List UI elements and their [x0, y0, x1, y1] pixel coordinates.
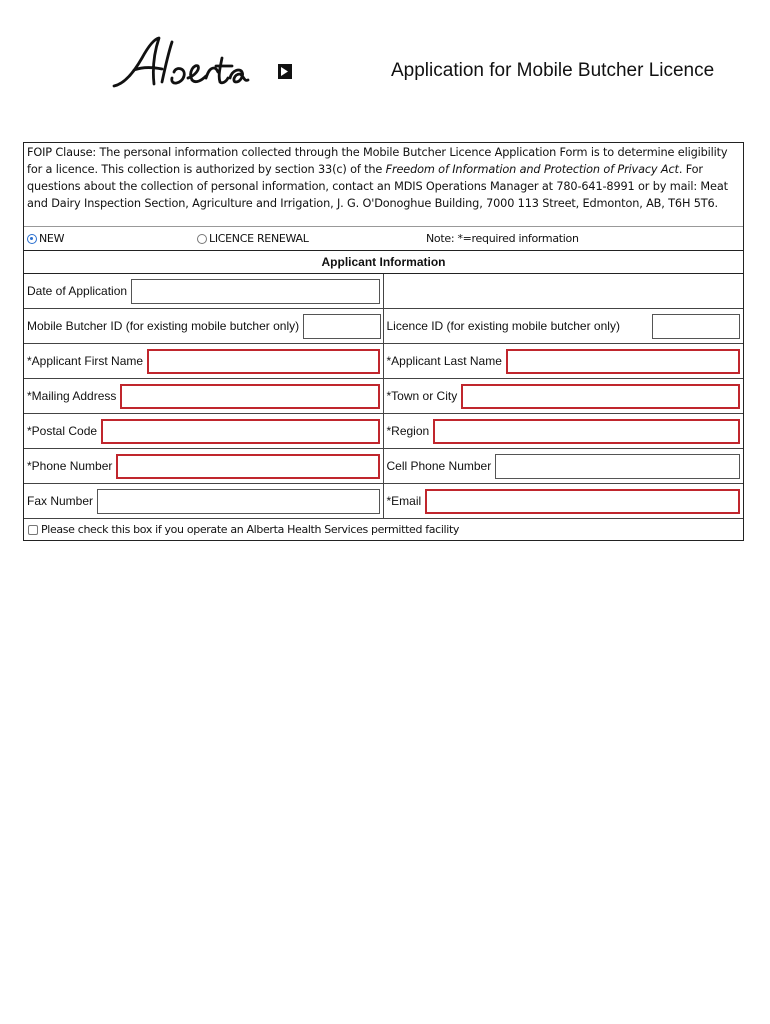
form-row-fax-email [24, 484, 743, 519]
cell-phone-input[interactable] [495, 454, 740, 479]
option-new[interactable] [27, 232, 64, 245]
ahs-permit-checkbox[interactable] [28, 525, 38, 535]
licence-id-input[interactable] [652, 314, 740, 339]
form-row-phones [24, 449, 743, 484]
foip-clause [24, 143, 743, 227]
cell-licence-id [384, 309, 744, 343]
cell-email [384, 484, 744, 518]
label-region: *Region [386, 424, 430, 438]
form-row-names [24, 344, 743, 379]
label-email: *Email [386, 494, 422, 508]
label-date-of-application: Date of Application [27, 284, 128, 298]
option-licence-renewal[interactable] [197, 232, 309, 245]
date-of-application-input[interactable] [131, 279, 379, 304]
email-input[interactable] [425, 489, 740, 514]
label-cell-phone: Cell Phone Number [386, 459, 492, 473]
cell-region [384, 414, 744, 448]
option-renewal-label: LICENCE RENEWAL [209, 232, 309, 245]
option-new-label: NEW [39, 232, 65, 245]
cell-empty [384, 274, 744, 308]
mobile-butcher-id-input[interactable] [303, 314, 381, 339]
foip-text-part2: . For questions about the collection of personal information, contact an MDIS Operations Manager at 780-641-8991 or by mail: Meat and Dairy Inspection Section, Agriculture and Irrigation, J. G. O'Donoghue Building, 7000 113 Street, Edmonton, AB, T6H 5T6. [27, 163, 728, 210]
form-row-date [24, 274, 743, 309]
form-row-address [24, 379, 743, 414]
label-postal-code: *Postal Code [27, 424, 98, 438]
alberta-logo [112, 34, 297, 92]
foip-act-name: Freedom of Information and Protection of Privacy Act [385, 163, 679, 176]
cell-mobile-butcher-id [24, 309, 384, 343]
cell-phone-number [24, 449, 384, 483]
radio-new[interactable] [27, 234, 37, 244]
licence-application-form [23, 142, 744, 541]
form-row-ids [24, 309, 743, 344]
form-row-postal-region [24, 414, 743, 449]
cell-postal-code [24, 414, 384, 448]
ahs-permit-label: Please check this box if you operate an Alberta Health Services permitted facility [41, 523, 460, 536]
cell-date-of-application [24, 274, 384, 308]
ahs-permit-row [24, 519, 743, 540]
label-last-name: *Applicant Last Name [386, 354, 502, 368]
cell-mailing-address [24, 379, 384, 413]
cell-town-city [384, 379, 744, 413]
radio-licence-renewal[interactable] [197, 234, 207, 244]
town-city-input[interactable] [461, 384, 740, 409]
postal-code-input[interactable] [101, 419, 379, 444]
label-licence-id: Licence ID (for existing mobile butcher only) [386, 319, 620, 333]
label-mailing-address: *Mailing Address [27, 389, 117, 403]
label-first-name: *Applicant First Name [27, 354, 144, 368]
cell-last-name [384, 344, 744, 378]
cell-cell-phone [384, 449, 744, 483]
foip-text-part1: FOIP Clause: The personal information collected through the Mobile Butcher Licence Application Form is to determine eligibility for a licence. This collection is authorized by section 33(c) of the [27, 146, 728, 176]
label-town-city: *Town or City [386, 389, 458, 403]
label-fax-number: Fax Number [27, 494, 94, 508]
first-name-input[interactable] [147, 349, 379, 374]
section-title: Applicant Information [24, 251, 743, 274]
cell-fax-number [24, 484, 384, 518]
application-type-row [24, 227, 743, 251]
cell-first-name [24, 344, 384, 378]
fax-number-input[interactable] [97, 489, 379, 514]
mailing-address-input[interactable] [120, 384, 379, 409]
phone-number-input[interactable] [116, 454, 379, 479]
region-input[interactable] [433, 419, 740, 444]
document-title: Application for Mobile Butcher Licence [391, 60, 715, 81]
last-name-input[interactable] [506, 349, 740, 374]
label-phone-number: *Phone Number [27, 459, 113, 473]
label-mobile-butcher-id: Mobile Butcher ID (for existing mobile butcher only) [27, 319, 300, 333]
required-note: Note: *=required information [426, 232, 579, 245]
